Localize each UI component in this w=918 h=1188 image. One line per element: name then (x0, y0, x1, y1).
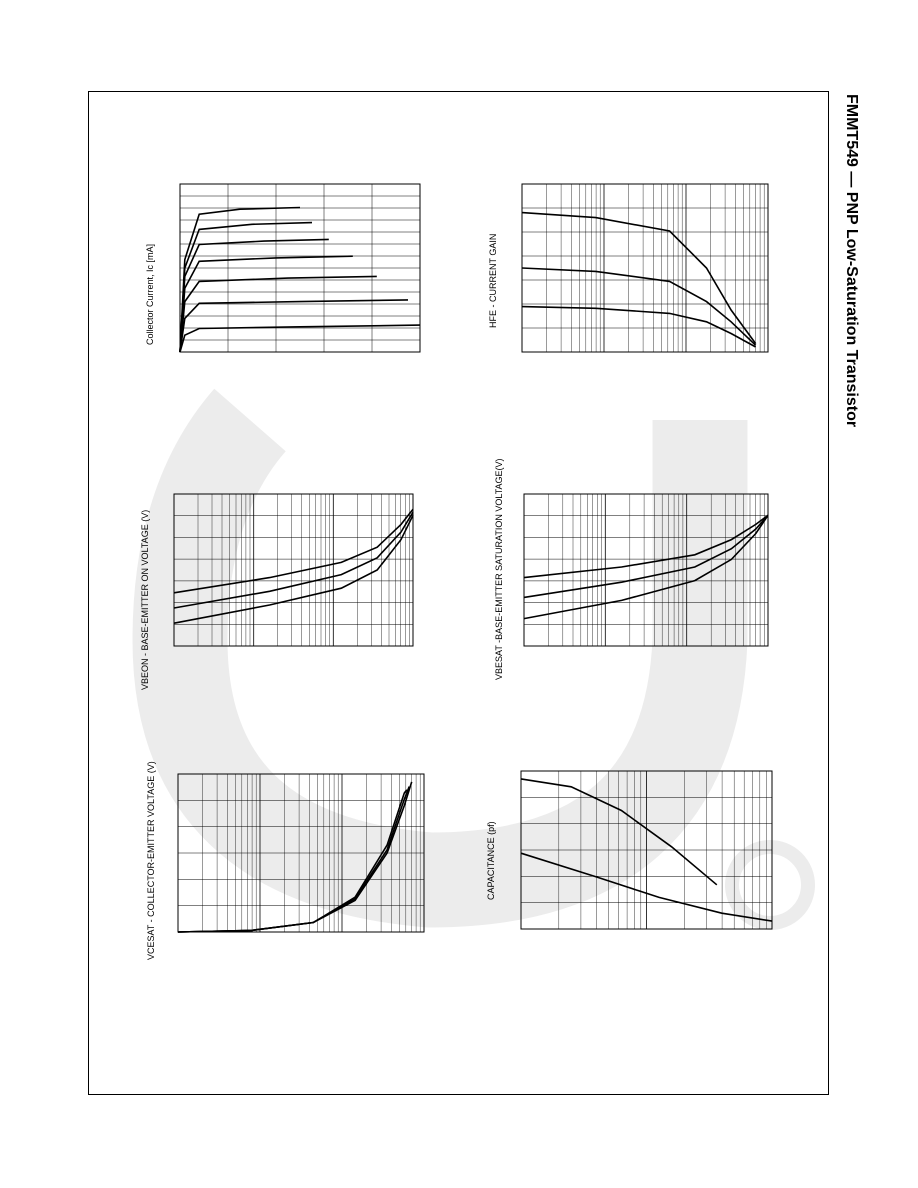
hfe-ylabel: HFE - CURRENT GAIN (488, 233, 498, 328)
cap-ylabel: CAPACITANCE (pf) (486, 821, 496, 900)
vbesat-series-2 (524, 515, 768, 618)
vbesat-chart (524, 494, 768, 646)
vcesat-ylabel: VCESAT - COLLECTOR-EMITTER VOLTAGE (V) (146, 761, 156, 960)
hfe-grid (522, 184, 768, 352)
cap-series-0 (521, 779, 717, 885)
ic-series-4 (180, 276, 377, 352)
ic-series-2 (180, 239, 329, 352)
vcesat-series-2 (178, 790, 407, 932)
cap-chart (521, 771, 772, 929)
vbesat-series-0 (524, 515, 768, 577)
vcesat-series-0 (178, 782, 412, 932)
vbesat-ylabel: VBESAT -BASE-EMITTER SATURATION VOLTAGE(V) (494, 458, 504, 680)
ic-ylabel: Collector Current, Ic [mA] (145, 243, 155, 345)
vcesat-chart (178, 774, 424, 932)
vcesat-series-1 (178, 787, 409, 932)
vbeon-series-0 (174, 509, 413, 593)
ic-chart (180, 184, 420, 352)
hfe-chart (522, 184, 768, 352)
vbeon-chart (174, 494, 413, 646)
ic-series-6 (180, 325, 420, 352)
vbesat-grid (524, 494, 768, 646)
vbeon-series-2 (174, 515, 413, 623)
page-title: FMMT549 — PNP Low-Saturation Transistor (843, 94, 860, 428)
vbesat-series-1 (524, 515, 768, 597)
vbeon-ylabel: VBEON - BASE-EMITTER ON VOLTAGE (V) (140, 509, 150, 690)
cap-grid (521, 771, 772, 929)
vbeon-series-1 (174, 512, 413, 608)
